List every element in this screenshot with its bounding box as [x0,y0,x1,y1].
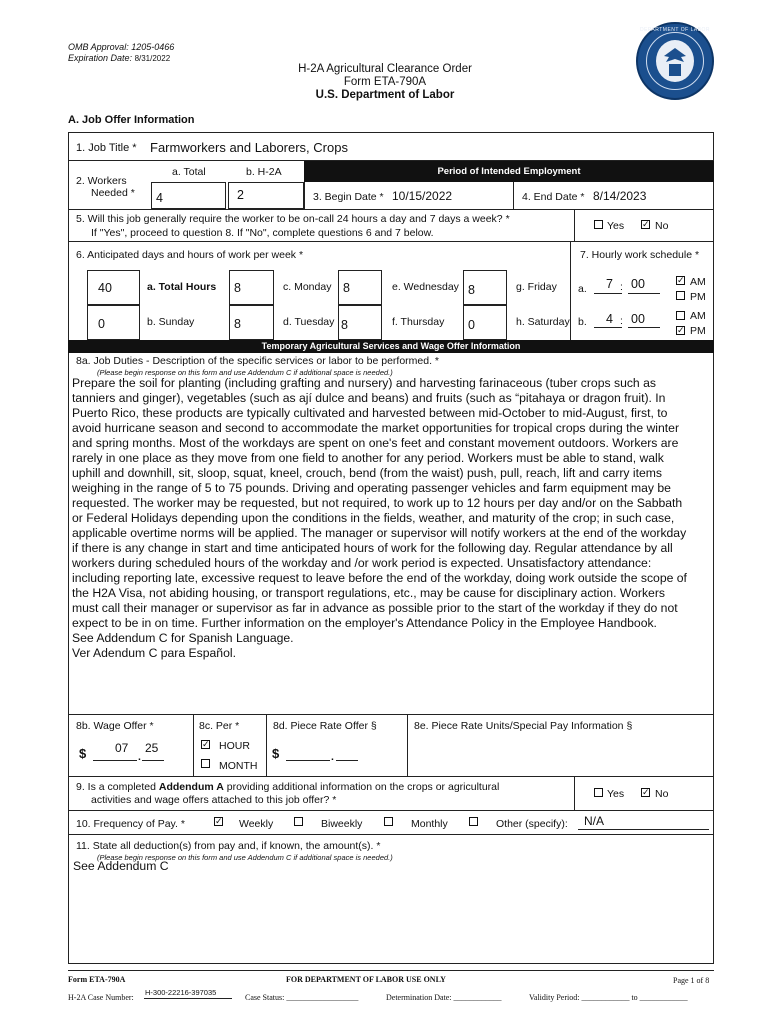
h2a-workers-field[interactable]: 2 [228,182,304,209]
temp-services-header: Temporary Agricultural Services and Wage Offer Information [68,340,714,353]
job-duties-line: weighing in the range of 5 to 75 pounds. Driving and operating passenger vehicles and farm equipment may be [72,481,671,495]
end-date-field[interactable]: 8/14/2023 [593,189,647,203]
case-number-label: H-2A Case Number: [68,993,134,1002]
oncall-instruction: If "Yes", proceed to question 8. If "No", complete questions 6 and 7 below. [91,227,434,239]
other-specify-field[interactable]: N/A [584,814,605,828]
workers-needed-label: 2. Workers [76,175,127,187]
omb-block [68,42,174,64]
sunday-label: b. Sunday [147,316,195,328]
other-checkbox[interactable] [469,817,478,826]
job-duties-note: (Please begin response on this form and use Addendum C if additional space is needed.) [97,368,393,377]
monday-hours-field[interactable]: 8 [338,270,382,305]
begin-date-label: 3. Begin Date * [313,191,384,203]
schedule-b-hour[interactable]: 4 [606,312,613,326]
dol-seal-logo [636,22,714,100]
hourly-schedule-label: 7. Hourly work schedule * [580,249,700,261]
addendum-no-checkbox[interactable]: ✓ [642,787,650,797]
oncall-no-label: No [655,220,669,232]
tuesday-label: d. Tuesday [283,316,335,328]
monthly-checkbox[interactable] [384,817,393,826]
schedule-b-label: b. [578,316,587,328]
oncall-question: 5. Will this job generally require the worker to be on-call 24 hours a day and 7 days a week? * [76,213,510,225]
validity-period: Validity Period: ____________ to ____________ [529,993,688,1002]
piece-rate-units-label: 8e. Piece Rate Units/Special Pay Information § [414,720,633,732]
job-duties-line: Prepare the soil for planting (including grafting and nursery) and harvesting farinaceous (tuber crops such as [72,376,656,390]
deductions-note: (Please begin response on this form and use Addendum C if additional space is needed.) [97,853,393,862]
oncall-yes-checkbox[interactable] [594,220,603,229]
job-duties-line: rarely in one place as they move from one field to another for any period. Workers must be able to stand, walk [72,451,664,465]
per-label: 8c. Per * [199,720,240,732]
form-number: Form ETA-790A [343,76,427,88]
per-month-checkbox[interactable] [201,759,210,768]
expiration: Expiration Date: 8/31/2022 [68,53,171,63]
wednesday-label: e. Wednesday [392,281,459,293]
schedule-a-label: a. [578,283,587,295]
a-pm-checkbox[interactable] [676,291,685,300]
days-hours-label: 6. Anticipated days and hours of work per week * [76,249,304,261]
end-date-label: 4. End Date * [522,191,585,203]
saturday-label: h. Saturday [516,316,570,328]
thursday-label: f. Thursday [392,316,445,328]
h2a-workers-label: b. H-2A [246,166,282,178]
job-duties-line: Ver Adendum C para Español. [72,646,236,660]
case-number: H-300-22216-397035 [145,988,217,997]
sunday-hours-a-field[interactable]: 0 [87,305,140,340]
job-duties-line: and spring months. Most of the workdays are spent on one's feet and constant movement outdoors. Workers are [72,436,679,450]
department-name: U.S. Department of Labor [315,89,455,101]
total-hours-field[interactable]: 40 [87,270,140,305]
job-duties-field[interactable] [72,376,712,661]
per-hour-checkbox[interactable]: ✓ [202,739,210,749]
determination-date: Determination Date: ____________ [386,993,502,1002]
biweekly-checkbox[interactable] [294,817,303,826]
total-workers-field[interactable]: 4 [151,182,226,209]
job-duties-line: the H2A Visa, not abiding housing, or transport regulations, etc., may be cause for disciplinary action. Workers [72,586,665,600]
job-title-field[interactable]: Farmworkers and Laborers, Crops [150,140,348,155]
job-duties-label: 8a. Job Duties - Description of the specific services or labor to be performed. * [76,355,439,367]
tuesday-a-field[interactable]: 8 [229,305,274,340]
eagle-icon [656,40,694,82]
schedule-a-min[interactable]: 00 [631,277,645,291]
footer-form: Form ETA-790A [68,975,126,984]
deductions-field[interactable]: See Addendum C [73,859,169,873]
job-duties-line: avoid hurricane season and second to accommodate the market opportunities for tropical crops during the winter [72,421,680,435]
job-duties-line: expect to be in on time. Further information on the employer's Attendance Policy in the Employee Handbook. [72,616,657,630]
job-title-label: 1. Job Title * [76,142,137,154]
begin-date-field[interactable]: 10/15/2022 [392,189,453,203]
footer-dol-only: FOR DEPARTMENT OF LABOR USE ONLY [286,975,446,984]
job-duties-line: including reporting late, excessive request to leave before the end of the workday, doing work outside the scope of [72,571,687,585]
job-duties-line: workers during scheduled hours of the workday and /or work period is expected. Unsatisfactory attendance: [72,556,652,570]
total-hours-label: a. Total Hours [147,281,217,293]
friday-label: g. Friday [516,281,557,293]
b-pm-checkbox[interactable]: ✓ [677,325,685,335]
addendum-a-question: 9. Is a completed Addendum A providing additional information on the crops or agricultural [76,781,500,793]
case-status: Case Status: __________________ [245,993,359,1002]
addendum-a-question-2: activities and wage offers attached to this job offer? * [91,794,337,806]
monday-label: c. Monday [283,281,332,293]
workers-needed-label-2: Needed * [91,187,135,199]
tuesday-hours-field[interactable]: 8 [338,305,382,340]
sunday-hours-field[interactable]: 8 [229,270,274,305]
job-duties-line: if there is any change in start and time anticipated hours of work for the following day. Regular attendance by all [72,541,673,555]
omb-approval: OMB Approval: 1205-0466 [68,42,175,52]
deductions-label: 11. State all deduction(s) from pay and, if known, the amount(s). * [76,840,381,852]
piece-rate-label: 8d. Piece Rate Offer § [273,720,377,732]
wage-dollars[interactable]: 07 [115,741,129,755]
total-workers-label: a. Total [172,166,206,178]
job-duties-line: requested. The worker may be requested, but not required, to work up to 12 hours per day and/or on the Sabbath [72,496,683,510]
job-duties-line: See Addendum C for Spanish Language. [72,631,294,645]
job-duties-line: Puerto Rico, these products are typically cultivated and harvested between mid-October to mid-August, first, to [72,406,668,420]
wage-offer-label: 8b. Wage Offer * [76,720,154,732]
schedule-a-hour[interactable]: 7 [606,277,613,291]
period-header: Period of Intended Employment [304,161,714,182]
job-duties-line: tanniers and ginger), vegetables (such as ají dulce and beans) and fruits (such as “pitahaya or dragon fruit). In [72,391,666,405]
b-am-checkbox[interactable] [676,311,685,320]
footer-page: Page 1 of 8 [673,976,710,985]
schedule-b-min[interactable]: 00 [631,312,645,326]
oncall-no-checkbox[interactable]: ✓ [642,219,650,229]
job-duties-line: or Federal Holidays depending upon the conditions in the fields, weather, and maturity of the crop; in such case, [72,511,675,525]
job-duties-line: uphill and downhill, sit, sloop, squat, kneel, crouch, bend (from the waist) push, pull, reach, lift and carry items [72,466,663,480]
thursday-hours-field[interactable]: 0 [463,305,507,340]
expiration-date: 8/31/2022 [134,54,171,63]
wednesday-hours-field[interactable]: 8 [463,270,507,305]
section-a-title: A. Job Offer Information [68,114,195,126]
a-am-checkbox[interactable]: ✓ [677,275,685,285]
oncall-yes-label: Yes [607,220,625,232]
pay-frequency-label: 10. Frequency of Pay. * [76,818,185,830]
wage-cents[interactable]: 25 [145,741,159,755]
weekly-checkbox[interactable]: ✓ [215,816,223,826]
form-title: H-2A Agricultural Clearance Order [298,63,472,75]
addendum-yes-checkbox[interactable] [594,788,603,797]
seal-text: DEPARTMENT OF LABOR [639,27,711,33]
job-duties-line: must call their manager or supervisor as far in advance as possible prior to the start of the workday if they do not [72,601,678,615]
job-duties-line: applicable overtime norms will be applied. The manager or supervisor will notify workers at the end of the workday [72,526,687,540]
